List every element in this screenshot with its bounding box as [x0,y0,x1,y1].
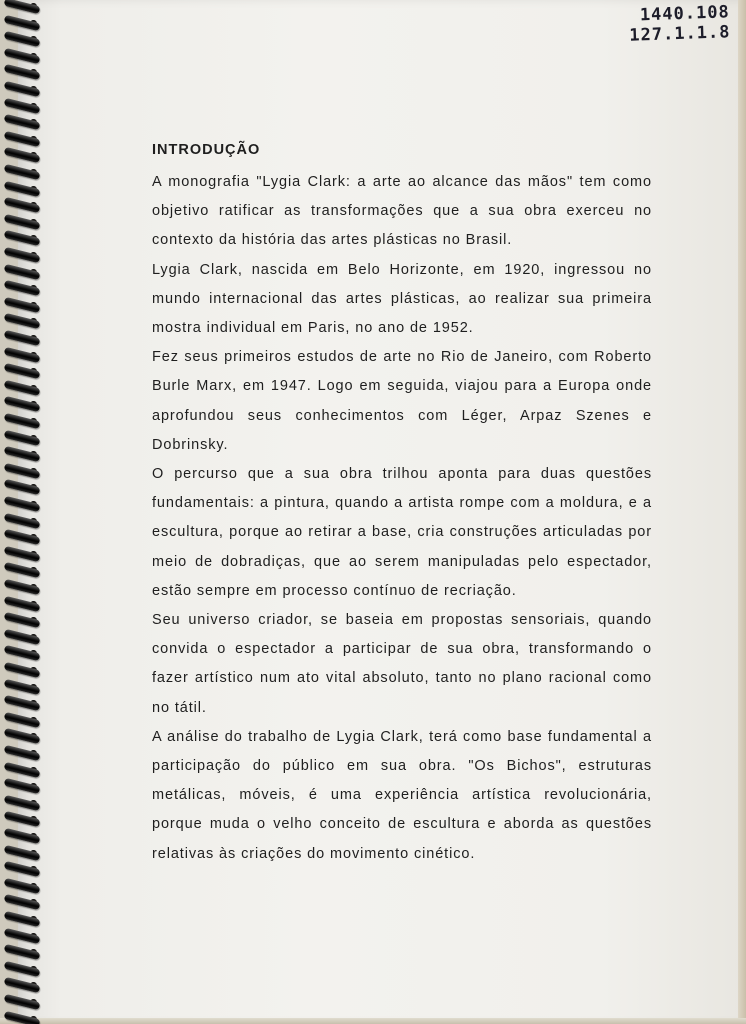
archive-code [628,2,730,46]
paragraph: A análise do trabalho de Lygia Clark, terá como base fundamental a participação do público em sua obra. "Os Bichos", estruturas metálicas, móveis, é uma experiência artística revolucionária, porque muda o velho conceito de escultura e aborda as questões relativas às criações do movimento cinético. [152,728,652,862]
binding-ring [4,413,41,429]
binding-ring [4,894,41,910]
binding-ring [4,297,41,313]
binding-ring [4,778,41,794]
binding-ring [4,0,41,14]
binding-ring [4,977,41,993]
binding-ring [4,878,41,894]
binding-ring [4,446,41,462]
binding-ring [4,346,41,362]
binding-ring [4,662,41,678]
binding-ring [4,828,41,844]
binding-ring [4,313,41,329]
binding-ring [4,131,41,147]
binding-ring [4,795,41,811]
binding-ring [4,380,41,396]
binding-ring [4,911,41,927]
paragraph: Fez seus primeiros estudos de arte no Rio de Janeiro, com Roberto Burle Marx, em 1947. Logo em seguida, viajou para a Europa onde aprofundou seus conhecimentos com Léger, Arpaz Szenes e Dobrinsky. [152,349,652,453]
binding-ring [4,263,41,279]
binding-ring [4,214,41,230]
binding-ring [4,230,41,246]
binding-ring [4,147,41,163]
archive-code-line-2: 127.1.1.8 [628,22,731,46]
binding-ring [4,645,41,661]
paragraph: Seu universo criador, se baseia em propostas sensoriais, quando convida o espectador a participar de sua obra, transformando o fazer artístico num ato vital absoluto, tanto no plano racional como no tátil. [152,612,652,716]
binding-ring [4,363,41,379]
binding-ring [4,529,41,545]
section-heading: INTRODUÇÃO [152,142,261,158]
binding-ring [4,280,41,296]
binding-ring [4,48,41,64]
binding-ring [4,396,41,412]
binding-ring [4,944,41,960]
binding-ring [4,64,41,80]
binding-ring [4,695,41,711]
paragraph: Lygia Clark, nascida em Belo Horizonte, em 1920, ingressou no mundo internacional das artes plásticas, ao realizar sua primeira mostra individual em Paris, no ano de 1952. [152,261,652,337]
page-edge-right [738,0,746,1024]
binding-ring [4,994,41,1010]
binding-ring [4,479,41,495]
binding-ring [4,579,41,595]
binding-ring [4,463,41,479]
binding-ring [4,961,41,977]
binding-ring [4,97,41,113]
spiral-binding [0,0,48,1024]
paragraph: O percurso que a sua obra trilhou aponta para duas questões fundamentais: a pintura, quando a artista rompe com a moldura, e a escultura, porque ao retirar a base, cria construções articuladas por meio de dobradiças, que ao serem manipuladas pelo espectador, estão sempre em processo contínuo de recriação. [152,466,652,599]
binding-ring [4,562,41,578]
binding-ring [4,844,41,860]
binding-ring [4,429,41,445]
binding-ring [4,330,41,346]
binding-ring [4,678,41,694]
paragraph: A monografia "Lygia Clark: a arte ao alcance das mãos" tem como objetivo ratificar as transformações que a sua obra exerceu no contexto da história das artes plásticas no Brasil. [152,174,652,249]
binding-ring [4,81,41,97]
binding-ring [4,164,41,180]
binding-ring [4,31,41,47]
archive-code-line-1: 1440.108 [639,2,730,26]
binding-ring [4,512,41,528]
binding-ring [4,197,41,213]
binding-ring [4,629,41,645]
binding-ring [4,861,41,877]
document-body [152,139,652,869]
binding-ring [4,761,41,777]
binding-ring [4,712,41,728]
binding-ring [4,180,41,196]
binding-ring [4,496,41,512]
binding-ring [4,728,41,744]
binding-ring [4,14,41,30]
binding-ring [4,1010,41,1024]
binding-ring [4,247,41,263]
binding-ring [4,612,41,628]
binding-ring [4,595,41,611]
binding-ring [4,745,41,761]
binding-ring [4,927,41,943]
binding-ring [4,546,41,562]
binding-ring [4,811,41,827]
page-edge-bottom [0,1018,746,1024]
binding-ring [4,114,41,130]
